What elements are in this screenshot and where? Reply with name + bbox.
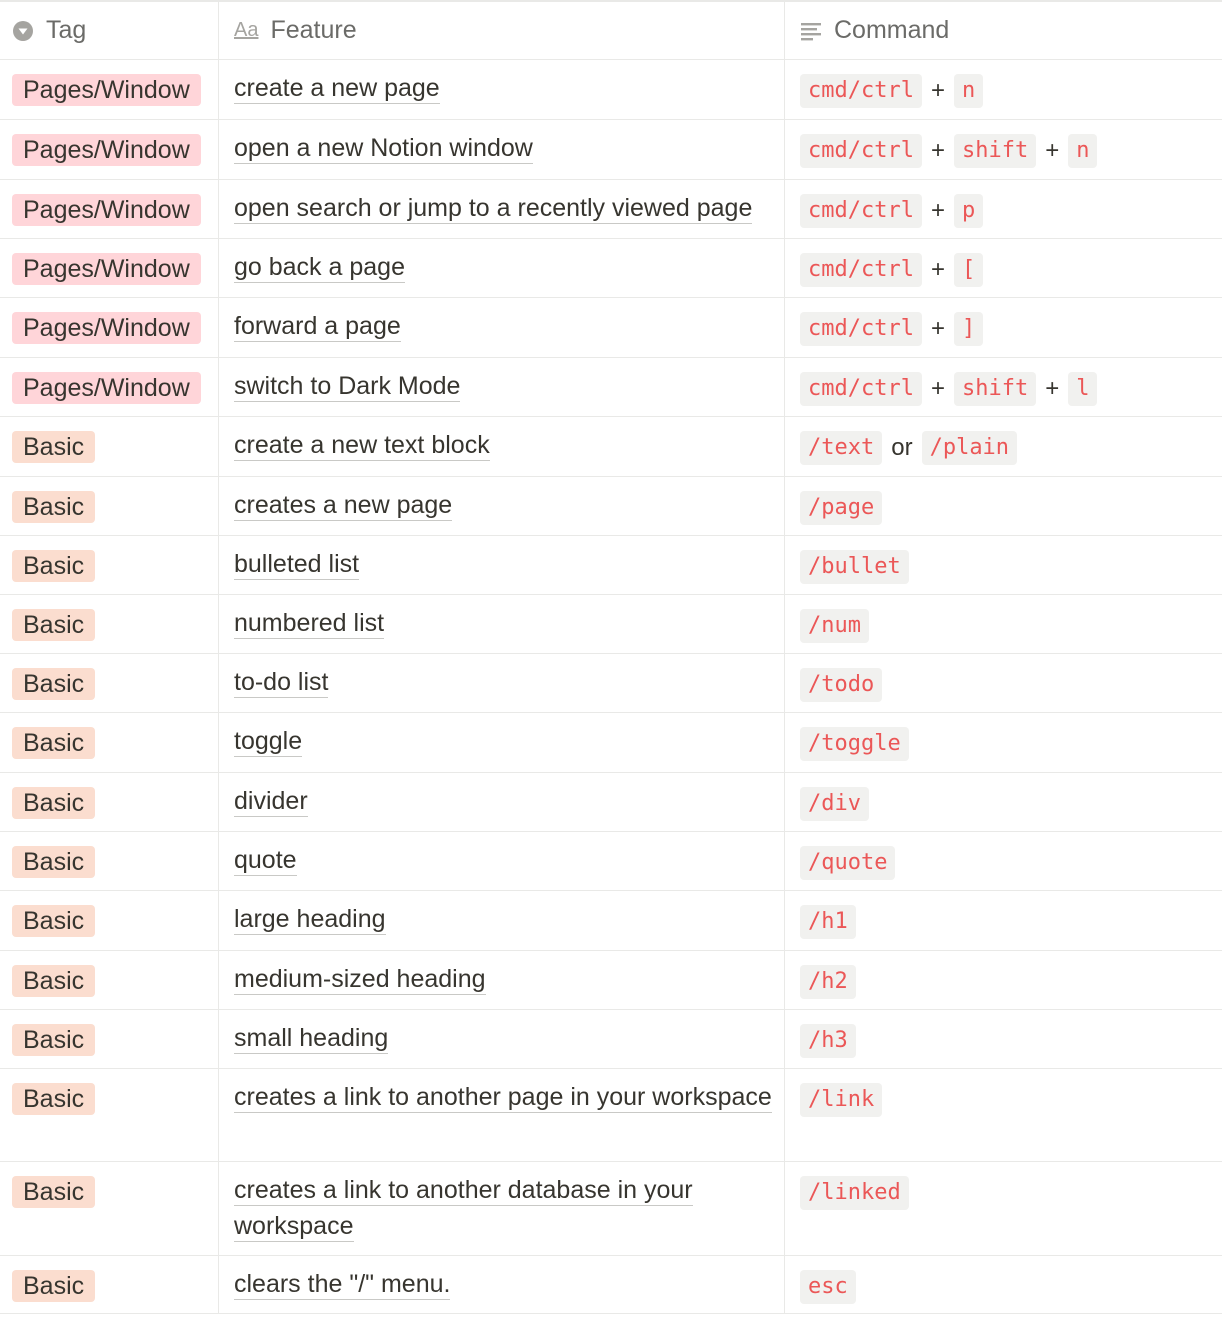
feature-title-link[interactable]: switch to Dark Mode: [234, 372, 461, 400]
command-separator: or: [891, 434, 913, 461]
command-cell[interactable]: [785, 891, 1222, 950]
command-code: [: [954, 253, 983, 287]
column-header-tag[interactable]: [0, 2, 219, 59]
column-header-feature-label: Feature: [270, 16, 357, 44]
table-row[interactable]: [0, 951, 1222, 1010]
command-sequence: [800, 312, 1222, 346]
command-code: n: [1068, 134, 1097, 168]
tag-cell[interactable]: [0, 713, 219, 772]
feature-cell[interactable]: [219, 1010, 785, 1068]
command-sequence: [800, 846, 1222, 880]
feature-title-link[interactable]: small heading: [234, 1024, 389, 1052]
command-sequence: [800, 668, 1222, 702]
tag-cell[interactable]: [0, 773, 219, 831]
tag-cell[interactable]: [0, 120, 219, 179]
command-cell[interactable]: [785, 60, 1222, 119]
command-sequence: [800, 609, 1222, 643]
command-code: /div: [800, 787, 869, 821]
command-cell[interactable]: [785, 832, 1222, 890]
command-sequence: [800, 1270, 1222, 1304]
table-header: [0, 0, 1222, 60]
tag-cell[interactable]: [0, 951, 219, 1009]
command-code: cmd/ctrl: [800, 253, 922, 287]
select-property-icon: [12, 20, 34, 42]
command-sequence: [800, 431, 1222, 465]
feature-title-link[interactable]: bulleted list: [234, 550, 360, 578]
command-cell[interactable]: [785, 1256, 1222, 1313]
tag-badge: Basic: [12, 905, 95, 937]
tag-badge: Basic: [12, 609, 95, 641]
command-code: n: [954, 74, 983, 108]
feature-title-link[interactable]: creates a link to another database in your workspace: [234, 1176, 693, 1240]
command-cell[interactable]: [785, 1162, 1222, 1255]
tag-cell[interactable]: [0, 477, 219, 535]
tag-badge: Pages/Window: [12, 74, 201, 106]
command-cell[interactable]: [785, 536, 1222, 594]
column-header-tag-label: Tag: [46, 16, 87, 44]
tag-cell[interactable]: [0, 417, 219, 476]
tag-badge: Pages/Window: [12, 194, 201, 226]
table-row[interactable]: [0, 1069, 1222, 1162]
command-cell[interactable]: [785, 298, 1222, 357]
command-separator: +: [930, 197, 945, 224]
tag-cell[interactable]: [0, 298, 219, 357]
table-row[interactable]: [0, 654, 1222, 713]
command-separator: +: [930, 137, 945, 164]
tag-cell[interactable]: [0, 1256, 219, 1313]
command-sequence: [800, 1024, 1222, 1058]
command-sequence: [800, 372, 1222, 406]
tag-badge: Basic: [12, 965, 95, 997]
command-code: /link: [800, 1083, 882, 1117]
tag-cell[interactable]: [0, 832, 219, 890]
feature-title-link[interactable]: creates a new page: [234, 491, 453, 519]
command-separator: +: [1045, 137, 1060, 164]
command-code: /num: [800, 609, 869, 643]
feature-cell[interactable]: [219, 1069, 785, 1161]
command-separator: +: [930, 77, 945, 104]
command-separator: +: [930, 375, 945, 402]
command-code: ]: [954, 312, 983, 346]
tag-cell[interactable]: [0, 1162, 219, 1255]
tag-cell[interactable]: [0, 239, 219, 297]
command-sequence: [800, 194, 1222, 228]
command-code: /page: [800, 491, 882, 525]
tag-badge: Basic: [12, 550, 95, 582]
feature-title-link[interactable]: divider: [234, 787, 308, 815]
command-cell[interactable]: [785, 477, 1222, 535]
feature-title-link[interactable]: creates a link to another page in your workspace: [234, 1083, 772, 1111]
text-property-icon: [800, 21, 822, 41]
feature-cell[interactable]: [219, 358, 785, 416]
command-code: shift: [954, 134, 1036, 168]
feature-title-link[interactable]: medium-sized heading: [234, 965, 486, 993]
command-sequence: [800, 550, 1222, 584]
table-row[interactable]: [0, 298, 1222, 358]
command-cell[interactable]: [785, 595, 1222, 653]
feature-cell[interactable]: [219, 477, 785, 535]
command-cell[interactable]: [785, 358, 1222, 416]
command-code: esc: [800, 1270, 856, 1304]
table-row[interactable]: [0, 1010, 1222, 1069]
command-code: l: [1068, 372, 1097, 406]
table-row[interactable]: [0, 1256, 1222, 1314]
table-row[interactable]: [0, 773, 1222, 832]
command-code: cmd/ctrl: [800, 134, 922, 168]
column-header-feature[interactable]: [219, 2, 785, 59]
column-header-command-label: Command: [834, 16, 950, 44]
command-cell[interactable]: [785, 773, 1222, 831]
tag-cell[interactable]: [0, 891, 219, 950]
column-header-command[interactable]: [785, 2, 1222, 59]
command-cell[interactable]: [785, 1010, 1222, 1068]
command-code: cmd/ctrl: [800, 194, 922, 228]
command-cell[interactable]: [785, 417, 1222, 476]
table-row[interactable]: [0, 595, 1222, 654]
feature-title-link[interactable]: go back a page: [234, 253, 405, 281]
table-row[interactable]: [0, 1162, 1222, 1256]
command-cell[interactable]: [785, 654, 1222, 712]
tag-cell[interactable]: [0, 654, 219, 712]
command-sequence: [800, 787, 1222, 821]
tag-cell[interactable]: [0, 180, 219, 238]
feature-title-link[interactable]: open a new Notion window: [234, 134, 533, 162]
command-code: /text: [800, 431, 882, 465]
tag-badge: Pages/Window: [12, 134, 201, 166]
tag-cell[interactable]: [0, 358, 219, 416]
command-sequence: [800, 1083, 1222, 1117]
feature-cell[interactable]: [219, 60, 785, 119]
tag-badge: Basic: [12, 668, 95, 700]
tag-badge: Pages/Window: [12, 312, 201, 344]
command-sequence: [800, 491, 1222, 525]
feature-title-link[interactable]: forward a page: [234, 312, 401, 340]
table-row[interactable]: [0, 358, 1222, 417]
tag-badge: Basic: [12, 846, 95, 878]
feature-title-link[interactable]: toggle: [234, 727, 303, 755]
table-row[interactable]: [0, 60, 1222, 120]
tag-cell[interactable]: [0, 1069, 219, 1161]
command-code: /quote: [800, 846, 895, 880]
feature-cell[interactable]: [219, 417, 785, 476]
command-sequence: [800, 905, 1222, 939]
tag-badge: Basic: [12, 787, 95, 819]
command-code: /toggle: [800, 727, 909, 761]
tag-cell[interactable]: [0, 60, 219, 119]
tag-badge: Basic: [12, 431, 95, 463]
feature-title-link[interactable]: clears the "/" menu.: [234, 1270, 451, 1298]
feature-cell[interactable]: [219, 1256, 785, 1313]
table-row[interactable]: [0, 180, 1222, 239]
command-code: /bullet: [800, 550, 909, 584]
table-row[interactable]: [0, 832, 1222, 891]
command-separator: +: [930, 256, 945, 283]
feature-cell[interactable]: [219, 773, 785, 831]
command-sequence: [800, 965, 1222, 999]
feature-cell[interactable]: [219, 595, 785, 653]
command-code: /linked: [800, 1176, 909, 1210]
command-sequence: [800, 1176, 1222, 1210]
table-row[interactable]: [0, 239, 1222, 298]
command-code: /h3: [800, 1024, 856, 1058]
command-separator: +: [930, 315, 945, 342]
table-row[interactable]: [0, 713, 1222, 773]
command-code: p: [954, 194, 983, 228]
command-code: shift: [954, 372, 1036, 406]
command-code: /plain: [922, 431, 1017, 465]
tag-badge: Basic: [12, 1083, 95, 1115]
command-code: /h2: [800, 965, 856, 999]
feature-cell[interactable]: [219, 298, 785, 357]
feature-title-link[interactable]: numbered list: [234, 609, 385, 637]
command-code: /todo: [800, 668, 882, 702]
feature-cell[interactable]: [219, 180, 785, 238]
tag-badge: Basic: [12, 1024, 95, 1056]
command-code: cmd/ctrl: [800, 74, 922, 108]
feature-title-link[interactable]: quote: [234, 846, 297, 874]
feature-title-link[interactable]: create a new page: [234, 74, 440, 102]
command-cell[interactable]: [785, 951, 1222, 1009]
feature-cell[interactable]: [219, 120, 785, 179]
tag-badge: Basic: [12, 491, 95, 523]
feature-cell[interactable]: [219, 951, 785, 1009]
table-row[interactable]: [0, 120, 1222, 180]
feature-title-link[interactable]: create a new text block: [234, 431, 490, 459]
command-cell[interactable]: [785, 180, 1222, 238]
tag-badge: Basic: [12, 1270, 95, 1302]
command-sequence: [800, 727, 1222, 761]
tag-badge: Pages/Window: [12, 372, 201, 404]
tag-badge: Basic: [12, 1176, 95, 1208]
command-code: cmd/ctrl: [800, 372, 922, 406]
feature-cell[interactable]: [219, 891, 785, 950]
feature-cell[interactable]: [219, 536, 785, 594]
command-cell[interactable]: [785, 1069, 1222, 1161]
title-property-icon: Aa: [234, 19, 259, 41]
tag-cell[interactable]: [0, 536, 219, 594]
table-row[interactable]: [0, 477, 1222, 536]
command-sequence: [800, 134, 1222, 168]
tag-badge: Basic: [12, 727, 95, 759]
table-row[interactable]: [0, 891, 1222, 951]
table-row[interactable]: [0, 536, 1222, 595]
feature-title-link[interactable]: open search or jump to a recently viewed page: [234, 194, 753, 222]
command-separator: +: [1045, 375, 1060, 402]
table-row[interactable]: [0, 417, 1222, 477]
command-code: /h1: [800, 905, 856, 939]
command-cell[interactable]: [785, 713, 1222, 772]
tag-cell[interactable]: [0, 595, 219, 653]
feature-title-link[interactable]: large heading: [234, 905, 386, 933]
command-sequence: [800, 74, 1222, 108]
command-cell[interactable]: [785, 120, 1222, 179]
tag-badge: Pages/Window: [12, 253, 201, 285]
command-cell[interactable]: [785, 239, 1222, 297]
command-code: cmd/ctrl: [800, 312, 922, 346]
table-body: [0, 60, 1222, 1314]
tag-cell[interactable]: [0, 1010, 219, 1068]
feature-cell[interactable]: [219, 713, 785, 772]
feature-cell[interactable]: [219, 832, 785, 890]
feature-title-link[interactable]: to-do list: [234, 668, 329, 696]
feature-cell[interactable]: [219, 654, 785, 712]
feature-cell[interactable]: [219, 1162, 785, 1255]
feature-cell[interactable]: [219, 239, 785, 297]
command-sequence: [800, 253, 1222, 287]
